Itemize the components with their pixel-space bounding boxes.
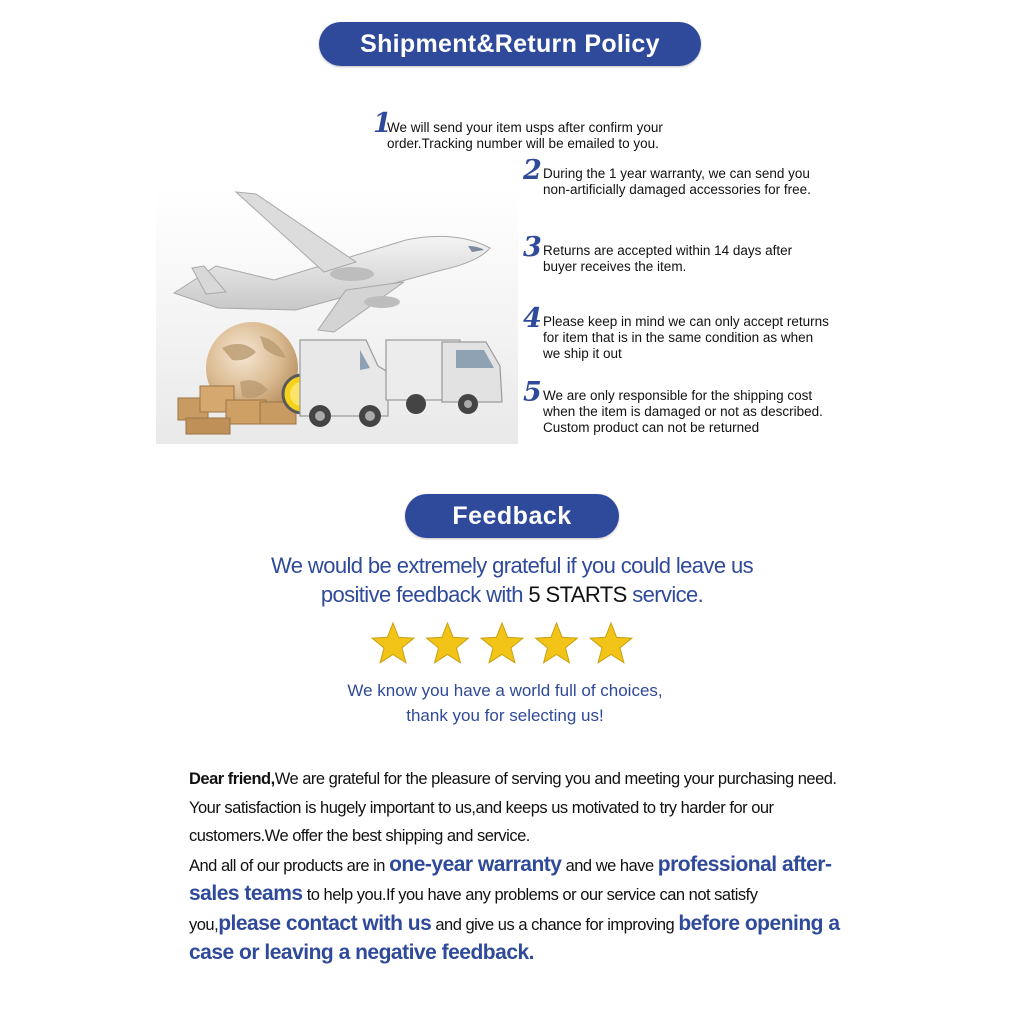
star-icon <box>536 623 578 663</box>
step-number: 4 <box>523 303 542 334</box>
shipment-return-title: Shipment&Return Policy <box>319 22 701 66</box>
step-number: 3 <box>523 232 542 263</box>
letter-text: and we have <box>565 856 654 875</box>
contact-highlight: please contact with us <box>218 911 432 935</box>
step-number: 2 <box>523 155 542 186</box>
policy-step-3 <box>523 234 823 275</box>
step-number: 5 <box>523 377 542 408</box>
step-text: We are only responsible for the shipping cost when the item is damaged or not as described. Custom product can not be returned <box>543 388 823 435</box>
star-rating <box>369 620 639 668</box>
star-icon <box>372 623 414 663</box>
star-icon <box>481 623 523 663</box>
star-icon <box>590 623 632 663</box>
letter-greeting: Dear friend, <box>189 770 275 788</box>
policy-step-5 <box>523 379 833 436</box>
warranty-highlight: one-year warranty <box>389 852 562 876</box>
five-stars-text: 5 STARTS <box>528 582 627 607</box>
letter-text: And all of our products are in <box>189 856 385 875</box>
shipping-illustration <box>156 190 518 444</box>
step-text: Returns are accepted within 14 days after buyer receives the item. <box>543 243 793 274</box>
thanks-line-1: We know you have a world full of choices, <box>347 681 663 700</box>
feedback-request-line: We would be extremely grateful if you could leave us <box>271 553 753 578</box>
customer-letter <box>189 765 849 969</box>
letter-text: and give us a chance for improving <box>435 915 675 934</box>
feedback-text: positive feedback with <box>320 582 523 607</box>
feedback-title: Feedback <box>405 494 619 538</box>
step-number: 1 <box>373 108 392 139</box>
letter-text: to help you.If you have any problems or our service can not satisfy you, <box>189 886 758 934</box>
after-sales-highlight: professional after-sales teams <box>189 852 832 905</box>
star-icon <box>427 623 469 663</box>
before-dispute-highlight: before opening a case or leaving a negative feedback. <box>189 911 840 964</box>
policy-step-4 <box>523 305 833 362</box>
policy-step-2 <box>523 157 823 198</box>
thanks-line-2: thank you for selecting us! <box>406 706 604 725</box>
policy-step-1 <box>373 108 693 152</box>
step-text: Please keep in mind we can only accept returns for item that is in the same condition as when we ship it out <box>543 314 829 361</box>
letter-paragraph: We are grateful for the pleasure of serving you and meeting your purchasing need. Your satisfaction is hugely important to us,and keeps us motivated to try harder for our customers.We offer the best shipping and service. <box>189 770 837 845</box>
step-text: We will send your item usps after confirm your order.Tracking number will be emailed to you. <box>387 120 663 151</box>
feedback-text: service. <box>632 582 704 607</box>
step-text: During the 1 year warranty, we can send you non-artificially damaged accessories for free. <box>543 166 811 197</box>
feedback-request-line-2 <box>0 582 1024 608</box>
